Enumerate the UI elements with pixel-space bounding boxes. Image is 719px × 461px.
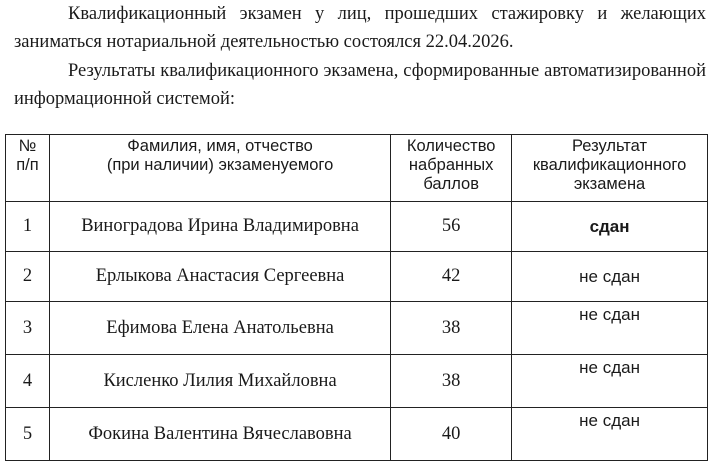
header-result-line2: квалификационного: [532, 156, 687, 174]
row-full-name: Ерлыкова Анастасия Сергеевна: [49, 252, 390, 302]
header-number-line2: п/п: [16, 156, 39, 174]
row-result: не сдан: [512, 355, 708, 408]
row-number: 2: [6, 252, 50, 302]
row-score: 56: [391, 202, 512, 252]
row-full-name: Виноградова Ирина Владимировна: [49, 202, 390, 252]
header-name-line1: Фамилия, имя, отчество: [127, 137, 313, 155]
header-result: [512, 135, 708, 202]
row-result: сдан: [512, 202, 708, 252]
header-full-name: [49, 135, 390, 202]
header-score: [391, 135, 512, 202]
header-score-line3: баллов: [423, 175, 479, 193]
row-full-name: Кисленко Лилия Михайловна: [49, 355, 390, 408]
row-result: не сдан: [512, 408, 708, 461]
table-row: [6, 355, 708, 408]
row-number: 1: [6, 202, 50, 252]
header-score-line2: набранных: [408, 156, 494, 174]
header-number: [6, 135, 50, 202]
row-number: 4: [6, 355, 50, 408]
row-full-name: Фокина Валентина Вячеславовна: [49, 408, 390, 461]
row-score: 38: [391, 355, 512, 408]
row-result: не сдан: [512, 302, 708, 355]
table-row: [6, 252, 708, 302]
table-row: [6, 408, 708, 461]
intro-paragraph-exam-date: Квалификационный экзамен у лиц, прошедших стажировку и желающих заниматься нотариальной деятельностью состоялся 22.04.2026.: [14, 4, 706, 52]
row-score: 42: [391, 252, 512, 302]
exam-results-table: [5, 134, 708, 461]
row-score: 38: [391, 302, 512, 355]
header-result-line1: Результат: [572, 137, 648, 155]
header-number-line1: №: [18, 137, 37, 155]
intro-paragraph-results: Результаты квалификационного экзамена, сформированные автоматизированной информационной системой:: [14, 61, 706, 109]
row-full-name: Ефимова Елена Анатольевна: [49, 302, 390, 355]
table-header-row: [6, 135, 708, 202]
header-name-line2: (при наличии) экзаменуемого: [106, 156, 334, 174]
row-result: не сдан: [512, 252, 708, 302]
header-result-line3: экзамена: [573, 175, 646, 193]
row-number: 3: [6, 302, 50, 355]
row-score: 40: [391, 408, 512, 461]
table-row: [6, 302, 708, 355]
header-score-line1: Количество: [406, 137, 496, 155]
table-row: [6, 202, 708, 252]
row-number: 5: [6, 408, 50, 461]
